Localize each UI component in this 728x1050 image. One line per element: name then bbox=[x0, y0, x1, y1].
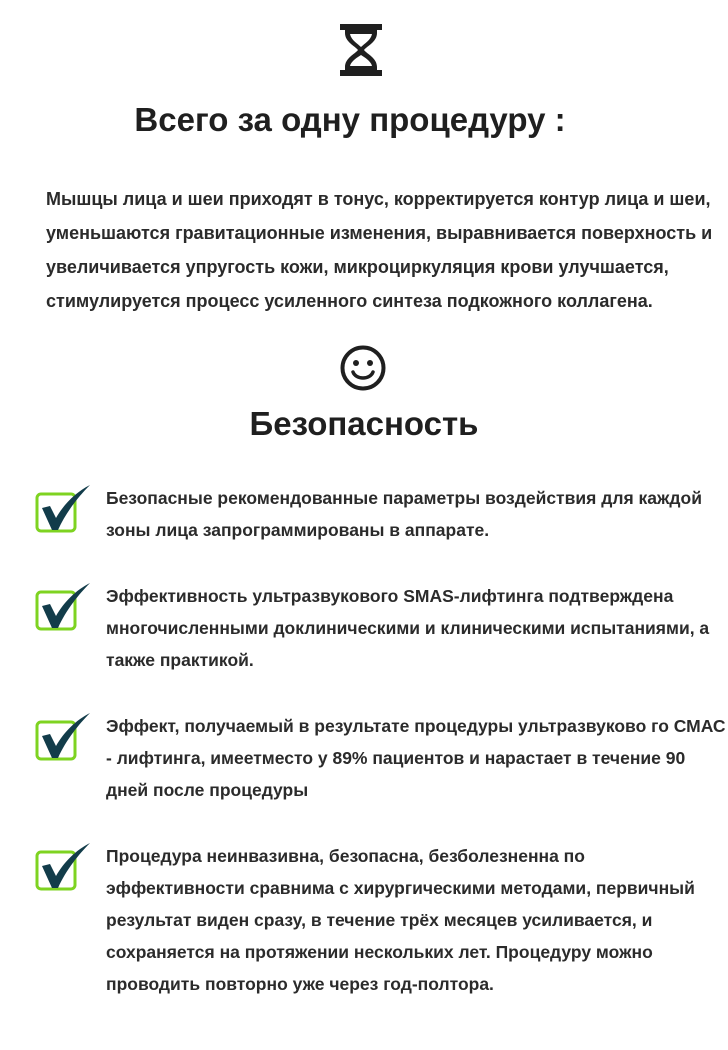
safety-item-text: Процедура неинвазивна, безопасна, безболезненна по эффективности сравнима с хирургическими методами, первичный результат виден сразу, в течение трёх месяцев усиливается, и сохраняется на протяжении нескольких лет. Процедуру можно проводить повторно уже через год-полтора. bbox=[106, 846, 695, 994]
procedure-description: Мышцы лица и шеи приходят в тонус, корректируется контур лица и шеи, уменьшаются гравитационные изменения, выравнивается поверхность и увеличивается упругость кожи, микроциркуляция крови улучшается, стимулируется процесс усиленного синтеза подкожного коллагена. bbox=[46, 189, 713, 311]
safety-title: Безопасность bbox=[249, 405, 479, 442]
safety-item-text: Эффективность ультразвукового SMAS-лифтинга подтверждена многочисленными доклиническими и клиническими испытаниями, а также практикой. bbox=[106, 586, 710, 670]
checkmark-icon bbox=[32, 842, 96, 898]
safety-item-text: Безопасные рекомендованные параметры воздействия для каждой зоны лица запрограммированы в аппарате. bbox=[106, 488, 702, 540]
safety-item-text: Эффект, получаемый в результате процедуры ультразвуково го СМАС - лифтинга, имеетместо у 89% пациентов и нарастает в течение 90 дней после процедуры bbox=[106, 716, 726, 800]
checkmark-icon bbox=[32, 582, 96, 638]
checkmark-icon bbox=[32, 484, 96, 540]
smiley-icon bbox=[339, 344, 387, 392]
checkmark-icon bbox=[32, 712, 96, 768]
hourglass-icon bbox=[336, 22, 386, 78]
procedure-title: Всего за одну процедуру : bbox=[134, 101, 566, 138]
